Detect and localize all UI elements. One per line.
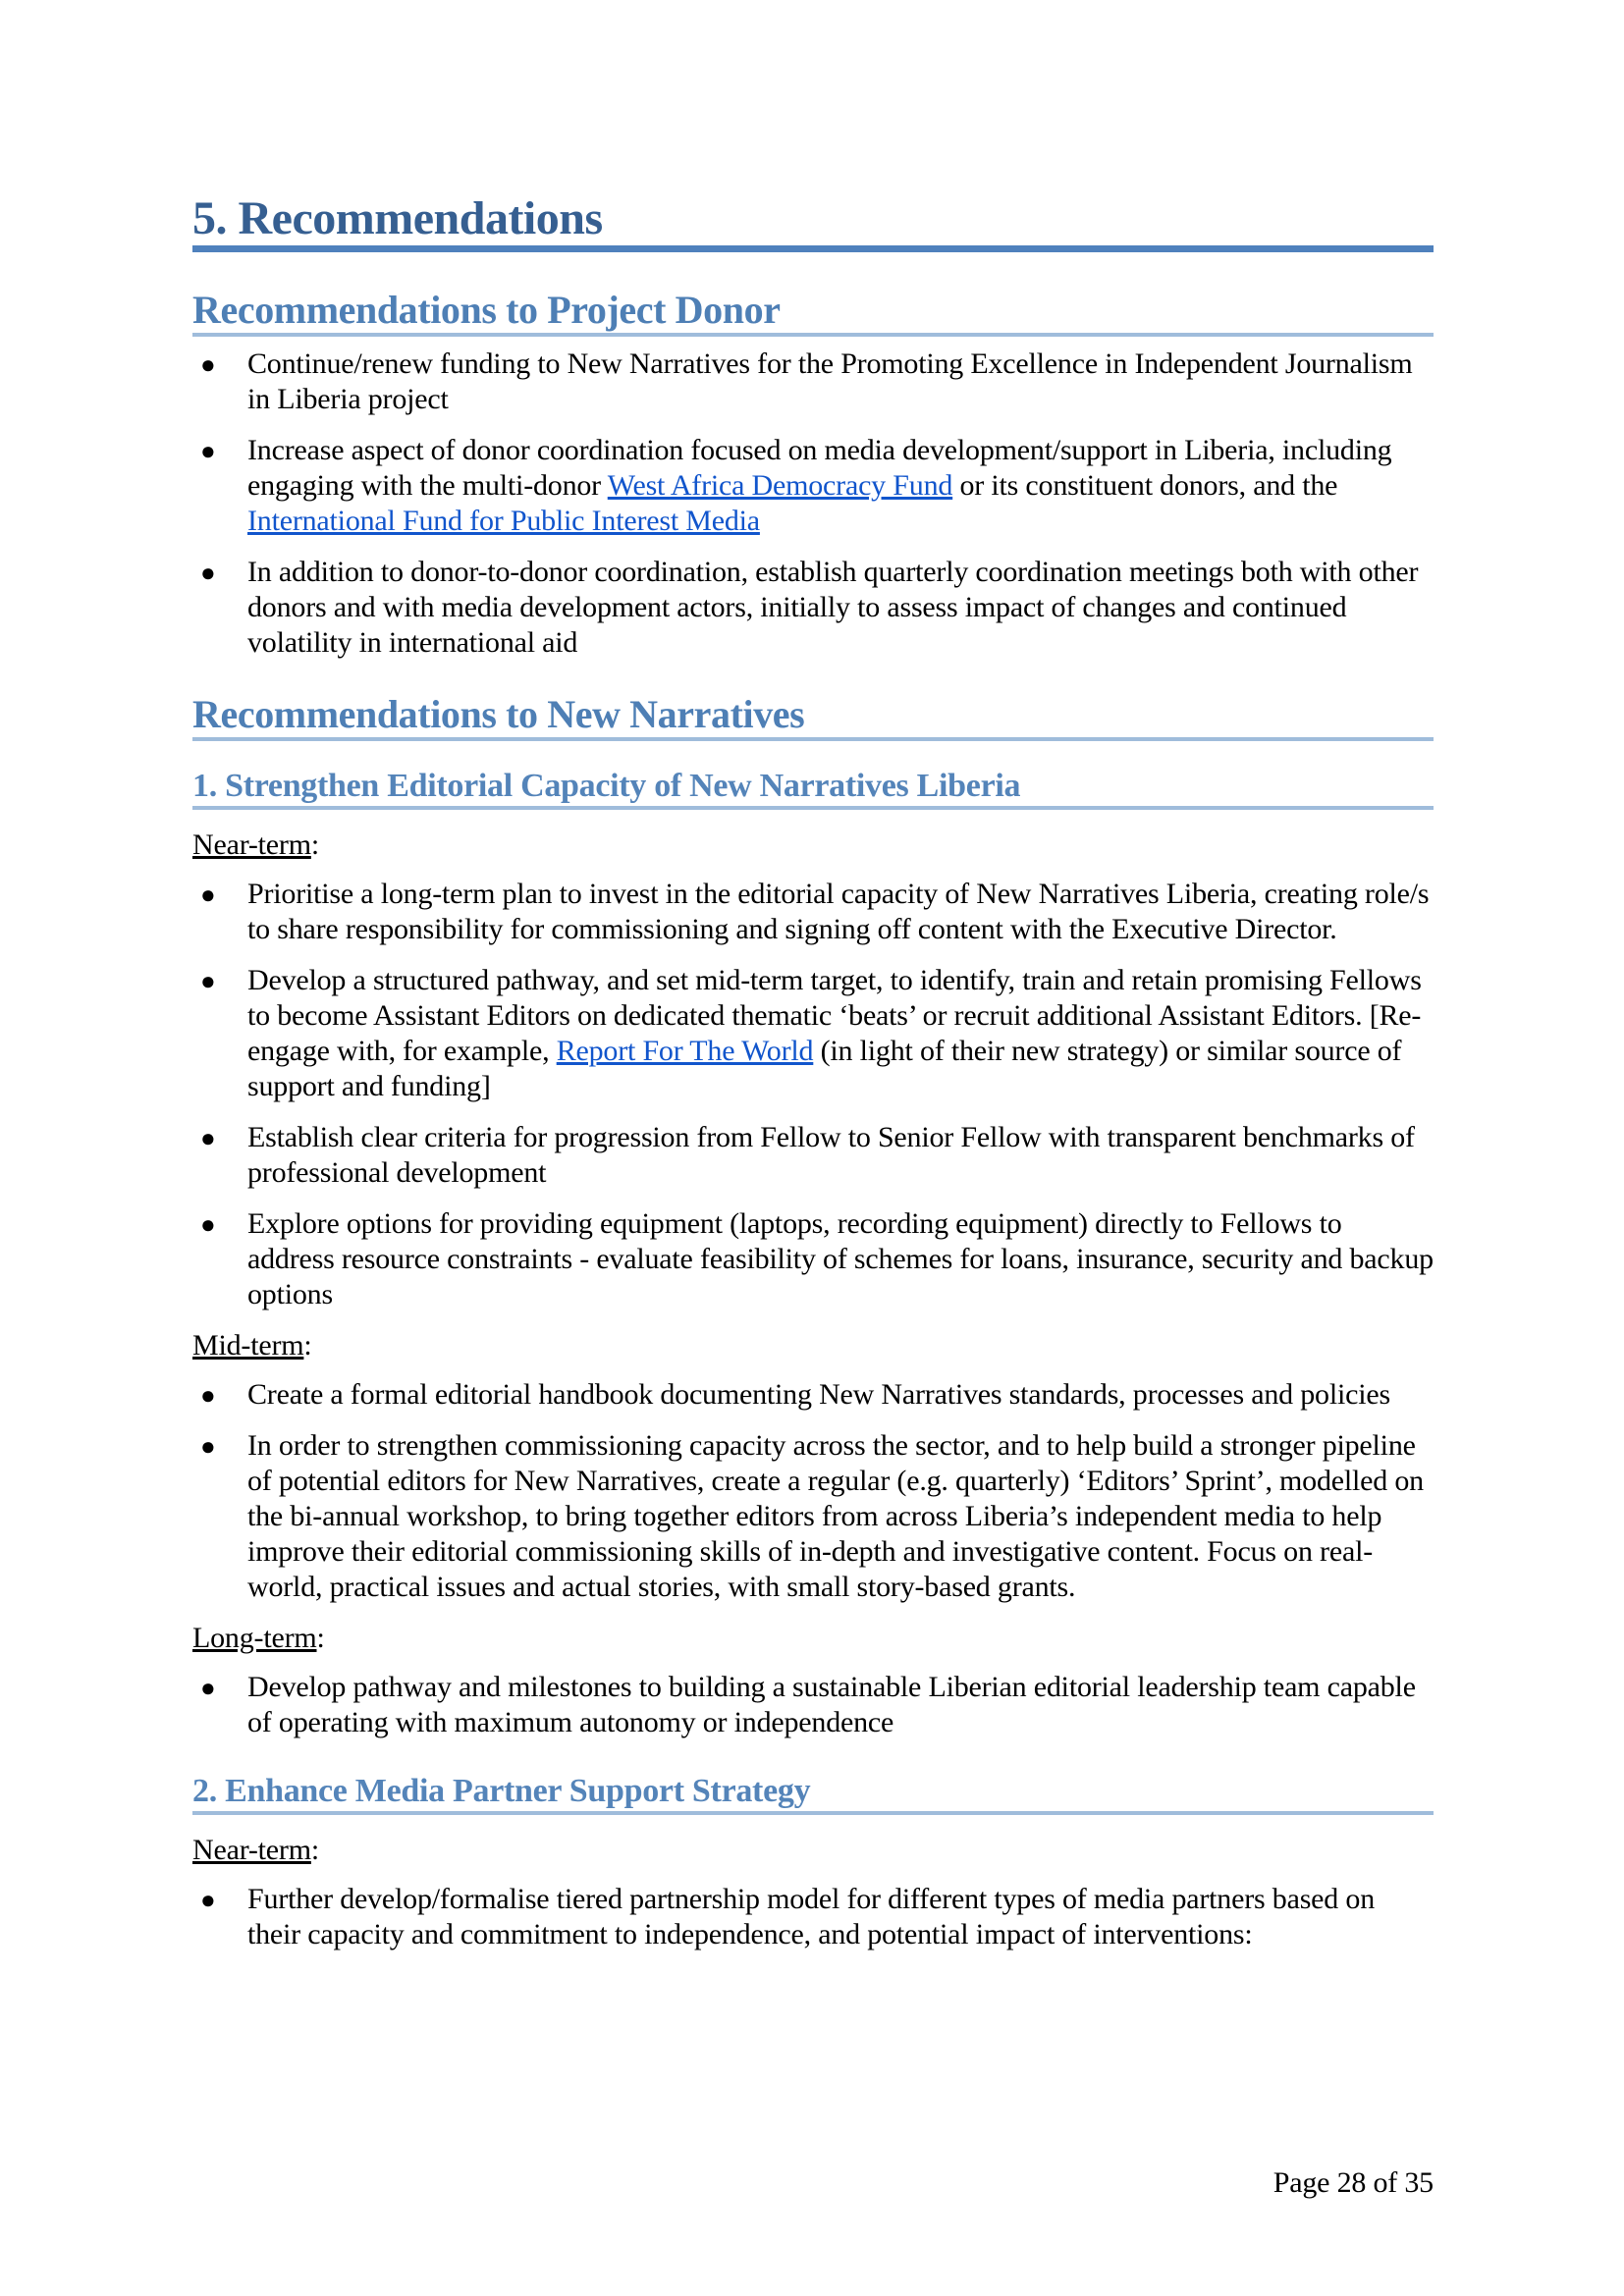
text-segment: Develop pathway and milestones to building a sustainable Liberian editorial leadership team capable of operating with maximum autonomy or independence [247, 1671, 1416, 1738]
bullet-item [192, 1882, 1434, 1952]
text-segment: Establish clear criteria for progression from Fellow to Senior Fellow with transparent benchmarks of professional development [247, 1121, 1415, 1189]
link-report-for-the-world[interactable]: Report For The World [556, 1035, 814, 1067]
document-content [192, 192, 1434, 1968]
underlined-text: Long-term [192, 1622, 317, 1654]
text-segment: Create a formal editorial handbook documenting New Narratives standards, processes and policies [247, 1378, 1390, 1411]
bullet-item [192, 433, 1434, 539]
bullet-text [247, 1671, 1416, 1738]
text-segment: Further develop/formalise tiered partnership model for different types of media partners based on their capacity and commitment to independence, and potential impact of interventions: [247, 1883, 1375, 1950]
bullet-item [192, 1670, 1434, 1740]
heading-recommendations: 5. Recommendations [192, 192, 1434, 252]
link-west-africa-democracy-fund[interactable]: West Africa Democracy Fund [607, 469, 953, 502]
bullet-item [192, 347, 1434, 417]
text-segment: : [310, 828, 319, 861]
bullet-item [192, 963, 1434, 1104]
bullet-item [192, 555, 1434, 661]
text-segment: (in light of their new strategy) or similar source of support and funding] [247, 1035, 1402, 1102]
bullet-item [192, 877, 1434, 947]
text-segment: Increase aspect of donor coordination focused on media development/support in Liberia, including engaging with the multi-donor [247, 434, 1392, 502]
underlined-text: Mid-term [192, 1329, 304, 1362]
bullet-text [247, 347, 1413, 415]
bullet-text [247, 964, 1422, 1102]
bullet-icon: ● [200, 350, 216, 379]
bullet-text [247, 556, 1418, 659]
bullet-item [192, 1428, 1434, 1605]
heading-enhance-media-partner-support: 2. Enhance Media Partner Support Strategy [192, 1772, 1434, 1815]
text-segment: In order to strengthen commissioning capacity across the sector, and to help build a stronger pipeline of potential editors for New Narratives, create a regular (e.g. quarterly) ‘Editors’ Sprint’, modelled on the bi-annual workshop, to bring together editors from across Liberia’s independent media to help improve their editorial commissioning skills of in-depth and investigative content. Focus on real-world, practical issues and actual stories, with small story-based grants. [247, 1429, 1424, 1603]
underlined-text: Near-term [192, 1834, 311, 1866]
text-segment: : [316, 1622, 325, 1654]
bullet-text [247, 1883, 1375, 1950]
term-label-near-term [192, 1833, 1434, 1868]
bullet-text [247, 1429, 1424, 1603]
bullet-icon: ● [200, 1674, 216, 1702]
bullet-text [247, 1121, 1415, 1189]
term-label-near-term [192, 828, 1434, 863]
text-segment: In addition to donor-to-donor coordination, establish quarterly coordination meetings both with other donors and with media development actors, initially to assess impact of changes and continued volatility in international aid [247, 556, 1419, 659]
bullet-icon: ● [200, 967, 216, 995]
bullet-icon: ● [200, 1381, 216, 1410]
page-number: Page 28 of 35 [1272, 2166, 1434, 2199]
bullet-icon: ● [200, 1124, 216, 1152]
term-label-long-term [192, 1621, 1434, 1656]
bullet-icon: ● [200, 1210, 216, 1239]
bullet-item [192, 1206, 1434, 1312]
text-segment: or its constituent donors, and the [952, 469, 1338, 502]
link-international-fund-for-public-interest-media[interactable]: International Fund for Public Interest Media [247, 505, 760, 537]
bullet-text [247, 878, 1429, 945]
bullet-item [192, 1377, 1434, 1413]
heading-recommendations-to-new-narratives: Recommendations to New Narratives [192, 692, 1434, 741]
text-segment: Develop a structured pathway, and set mid-term target, to identify, train and retain promising Fellows to become Assistant Editors on dedicated thematic ‘beats’ or recruit additional Assistant Editors. [Re-engage with, for example, [247, 964, 1422, 1067]
text-segment: : [303, 1329, 312, 1362]
bullet-text [247, 1378, 1390, 1411]
bullet-icon: ● [200, 559, 216, 587]
heading-recommendations-to-project-donor: Recommendations to Project Donor [192, 288, 1434, 337]
bullet-icon: ● [200, 437, 216, 465]
bullet-text [247, 434, 1391, 537]
bullet-icon: ● [200, 1432, 216, 1461]
text-segment: : [310, 1834, 319, 1866]
bullet-icon: ● [200, 881, 216, 909]
text-segment: Explore options for providing equipment (laptops, recording equipment) directly to Fellows to address resource constraints - evaluate feasibility of schemes for loans, insurance, security and backup options [247, 1207, 1434, 1310]
bullet-icon: ● [200, 1886, 216, 1914]
bullet-item [192, 1120, 1434, 1191]
bullet-text [247, 1207, 1434, 1310]
underlined-text: Near-term [192, 828, 311, 861]
text-segment: Prioritise a long-term plan to invest in the editorial capacity of New Narratives Liberia, creating role/s to share responsibility for commissioning and signing off content with the Executive Director. [247, 878, 1430, 945]
text-segment: Continue/renew funding to New Narratives for the Promoting Excellence in Independent Journalism in Liberia project [247, 347, 1413, 415]
heading-strengthen-editorial-capacity: 1. Strengthen Editorial Capacity of New Narratives Liberia [192, 767, 1434, 810]
term-label-mid-term [192, 1328, 1434, 1363]
